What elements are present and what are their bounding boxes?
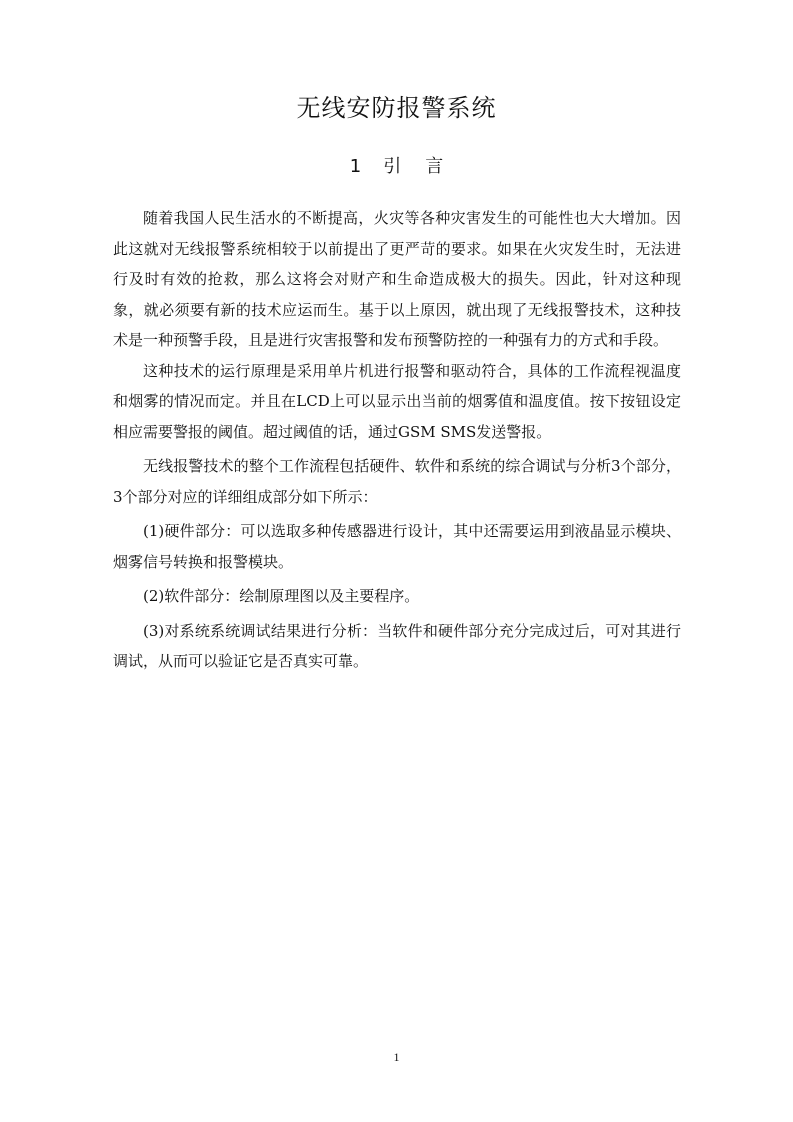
page-number: 1 bbox=[393, 1050, 400, 1064]
body-text bbox=[113, 203, 681, 677]
section-title-char-1: 引 bbox=[383, 156, 402, 177]
section-number: 1 bbox=[349, 156, 362, 177]
document-title: 无线安防报警系统 bbox=[296, 94, 497, 122]
paragraph-intro: 随着我国人民生活水的不断提高，火灾等各种灾害发生的可能性也大大增加。因此这就对无线报警系统相较于以前提出了更严苛的要求。如果在火灾发生时，无法进行及时有效的抢救，那么这将会对财产和生命造成极大的损失。因此，针对这种现象，就必须要有新的技术应运而生。基于以上原因，就出现了无线报警技术，这种技术是一种预警手段，且是进行灾害报警和发布预警防控的一种强有力的方式和手段。 bbox=[113, 209, 681, 349]
paragraph-principle: 这种技术的运行原理是采用单片机进行报警和驱动符合，具体的工作流程视温度和烟雾的情况而定。并且在LCD上可以显示出当前的烟雾值和温度值。按下按钮设定相应需要警报的阈值。超过阈值的话，通过GSM SMS发送警报。 bbox=[113, 361, 681, 441]
paragraph-testing: (3)对系统系统调试结果进行分析：当软件和硬件部分充分完成过后，可对其进行调试，从而可以验证它是否真实可靠。 bbox=[113, 621, 681, 670]
paragraph-software: (2)软件部分：绘制原理图以及主要程序。 bbox=[143, 587, 420, 605]
section-title-char-2: 言 bbox=[425, 156, 444, 177]
paragraph-hardware: (1)硬件部分：可以选取多种传感器进行设计，其中还需要运用到液晶显示模块、烟雾信号转换和报警模块。 bbox=[113, 522, 681, 571]
section-heading bbox=[0, 152, 793, 182]
paragraph-workflow: 无线报警技术的整个工作流程包括硬件、软件和系统的综合调试与分析3个部分，3个部分对应的详细组成部分如下所示： bbox=[113, 457, 681, 506]
